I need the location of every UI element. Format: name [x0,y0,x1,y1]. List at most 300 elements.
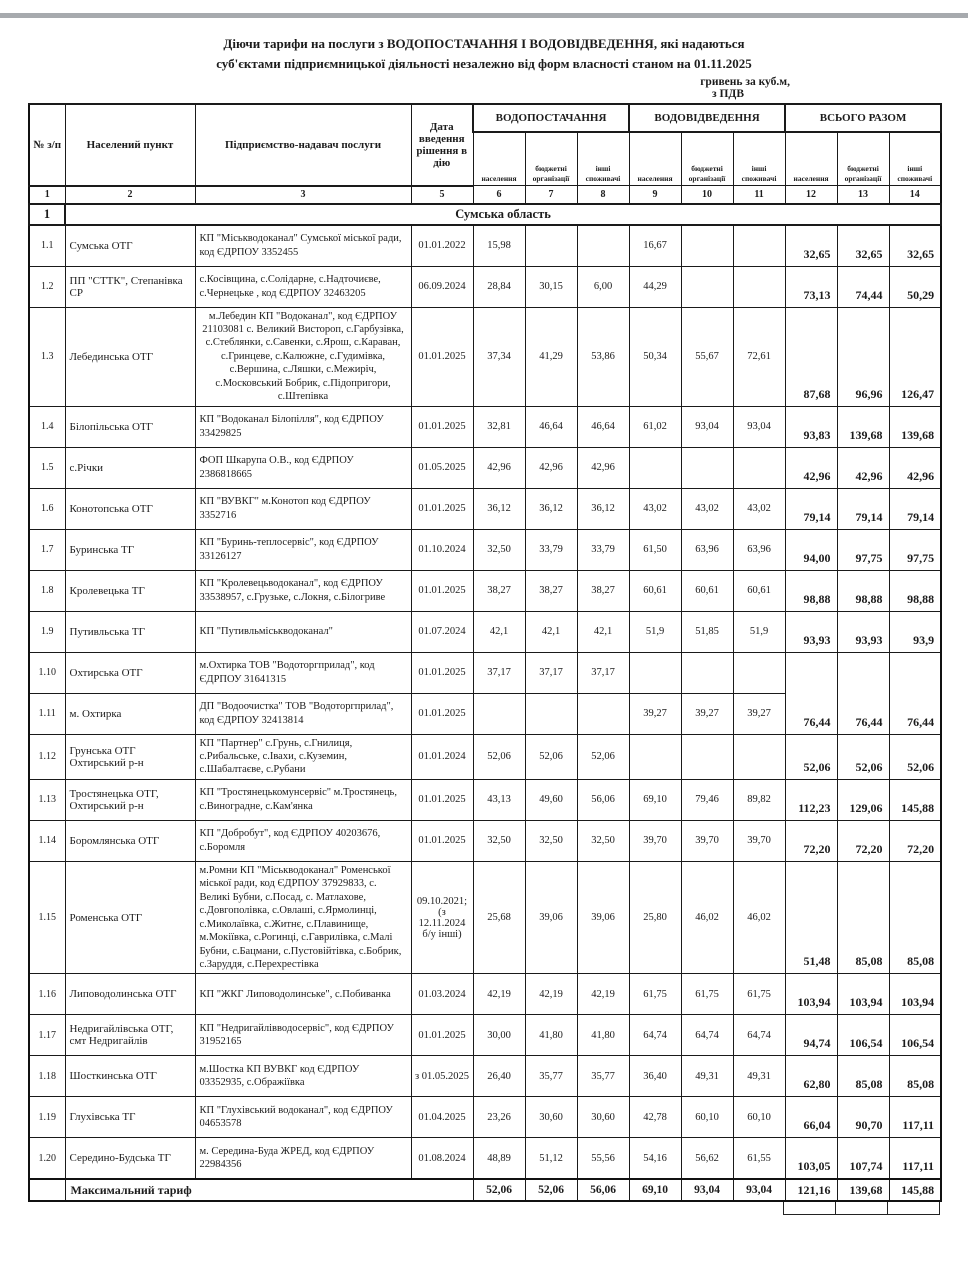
water-supply-value-cell: 39,06 [525,861,577,974]
total-value-cell: 98,88 [785,570,837,611]
row-number-cell: 1.15 [29,861,65,974]
date-cell: 01.01.2025 [411,307,473,406]
wastewater-value-cell: 61,75 [629,974,681,1015]
table-row [29,611,941,652]
row-number-cell: 1.8 [29,570,65,611]
provider-cell: КП "Міськводоканал" Сумської міської ради, код ЄДРПОУ 3352455 [195,225,411,267]
wastewater-value-cell: 43,02 [681,488,733,529]
provider-cell: КП "Глухівський водоканал", код ЄДРПОУ 04653578 [195,1097,411,1138]
water-supply-value-cell [577,225,629,267]
water-supply-value-cell: 42,96 [473,447,525,488]
water-supply-value-cell: 52,06 [577,734,629,779]
total-value-cell: 98,88 [889,570,941,611]
row-number-cell: 1.17 [29,1015,65,1056]
subheader-population: населення [785,132,837,186]
water-supply-value-cell: 25,68 [473,861,525,974]
total-value-cell: 129,06 [837,779,889,820]
water-supply-value-cell: 30,60 [577,1097,629,1138]
total-value-cell: 74,44 [837,266,889,307]
water-supply-value-cell: 35,77 [577,1056,629,1097]
water-supply-value-cell: 41,29 [525,307,577,406]
wastewater-value-cell [629,734,681,779]
water-supply-value-cell: 42,19 [577,974,629,1015]
water-supply-value-cell: 23,26 [473,1097,525,1138]
header-provider: Підприємство-надавач послуги [195,104,411,186]
row-number-cell: 1.16 [29,974,65,1015]
subheader-population: населення [473,132,525,186]
header-group-water-supply: ВОДОПОСТАЧАННЯ [473,104,629,132]
document-title-line2: суб'єктами підприємницької діяльності незалежно від форм власності станом на 01.11.2025 [216,55,752,71]
settlement-cell: Роменська ОТГ [65,861,195,974]
wastewater-value-cell: 61,02 [629,406,681,447]
total-value-cell: 79,14 [785,488,837,529]
wastewater-value-cell [733,652,785,693]
table-row [29,974,941,1015]
water-supply-value-cell: 49,60 [525,779,577,820]
tariff-table [28,103,942,1202]
wastewater-value-cell: 69,10 [629,779,681,820]
water-supply-value-cell: 52,06 [525,734,577,779]
table-row [29,652,941,693]
provider-cell: КП "Кролевецьводоканал", код ЄДРПОУ 33538957, с.Грузьке, с.Локня, с.Білогриве [195,570,411,611]
total-value-cell: 52,06 [889,734,941,779]
wastewater-value-cell: 61,50 [629,529,681,570]
total-value-cell: 72,20 [889,820,941,861]
water-supply-value-cell: 36,12 [473,488,525,529]
column-number: 2 [65,186,195,204]
subheader-other: інші споживачі [733,132,785,186]
provider-cell: КП "Путивльміськводоканал" [195,611,411,652]
table-row [29,447,941,488]
date-cell: 06.09.2024 [411,266,473,307]
max-tariff-label: Максимальний тариф [65,1179,473,1201]
water-supply-value-cell: 37,17 [525,652,577,693]
settlement-cell: Сумська ОТГ [65,225,195,267]
settlement-cell: Грунська ОТГ Охтирський р-н [65,734,195,779]
wastewater-value-cell: 39,27 [629,693,681,734]
subheader-other: інші споживачі [889,132,941,186]
date-cell: 09.10.2021; (з 12.11.2024 б/у інші) [411,861,473,974]
provider-cell: м.Охтирка ТОВ "Водоторгприлад", код ЄДРПОУ 31641315 [195,652,411,693]
date-cell: 01.10.2024 [411,529,473,570]
table-row [29,307,941,406]
total-value-cell: 117,11 [889,1138,941,1180]
water-supply-value-cell [473,693,525,734]
wastewater-value-cell: 51,85 [681,611,733,652]
row-number-cell: 1.5 [29,447,65,488]
wastewater-value-cell: 63,96 [681,529,733,570]
settlement-cell: м. Охтирка [65,693,195,734]
wastewater-value-cell: 61,75 [681,974,733,1015]
wastewater-value-cell: 63,96 [733,529,785,570]
total-value-cell: 32,65 [889,225,941,267]
wastewater-value-cell: 60,61 [681,570,733,611]
wastewater-value-cell: 39,27 [681,693,733,734]
column-numbers-row [29,186,941,204]
total-value-cell: 94,74 [785,1015,837,1056]
water-supply-max-cell: 52,06 [473,1179,525,1201]
wastewater-value-cell [681,266,733,307]
water-supply-value-cell: 51,12 [525,1138,577,1180]
water-supply-value-cell: 55,56 [577,1138,629,1180]
water-supply-value-cell: 46,64 [577,406,629,447]
row-number-cell: 1.12 [29,734,65,779]
total-value-cell: 66,04 [785,1097,837,1138]
column-number: 3 [195,186,411,204]
wastewater-value-cell: 61,75 [733,974,785,1015]
water-supply-value-cell: 48,89 [473,1138,525,1180]
table-row [29,779,941,820]
subheader-budget: бюджетні організації [525,132,577,186]
water-supply-value-cell: 33,79 [577,529,629,570]
total-value-cell: 62,80 [785,1056,837,1097]
wastewater-value-cell: 39,70 [733,820,785,861]
page-top-divider [0,13,968,18]
total-value-cell: 139,68 [889,406,941,447]
wastewater-value-cell: 79,46 [681,779,733,820]
extension-cell [835,1202,888,1215]
wastewater-value-cell: 46,02 [681,861,733,974]
provider-cell: с.Косівщина, с.Солідарне, с.Надточиєве, с.Чернецьке , код ЄДРПОУ 32463205 [195,266,411,307]
wastewater-value-cell: 64,74 [733,1015,785,1056]
date-cell: 01.01.2025 [411,779,473,820]
total-max-cell: 145,88 [889,1179,941,1201]
settlement-cell: Кролевецька ТГ [65,570,195,611]
water-supply-value-cell: 43,13 [473,779,525,820]
water-supply-value-cell: 46,64 [525,406,577,447]
water-supply-value-cell: 42,1 [525,611,577,652]
total-value-cell: 42,96 [837,447,889,488]
total-value-cell: 72,20 [837,820,889,861]
column-number: 6 [473,186,525,204]
row-number-cell: 1.3 [29,307,65,406]
water-supply-value-cell: 38,27 [525,570,577,611]
settlement-cell: Конотопська ОТГ [65,488,195,529]
water-supply-value-cell: 36,12 [525,488,577,529]
settlement-cell: Середино-Будська ТГ [65,1138,195,1180]
total-value-cell: 76,44 [837,652,889,734]
subheader-other: інші споживачі [577,132,629,186]
water-supply-value-cell: 32,50 [577,820,629,861]
total-value-cell: 139,68 [837,406,889,447]
date-cell: 01.01.2025 [411,488,473,529]
header-date: Дата введення рішення в дію [411,104,473,186]
wastewater-value-cell [733,225,785,267]
column-number: 11 [733,186,785,204]
wastewater-value-cell: 64,74 [681,1015,733,1056]
table-row [29,225,941,267]
total-value-cell: 103,94 [837,974,889,1015]
total-value-cell: 93,93 [785,611,837,652]
provider-cell: м.Лебедин КП "Водоканал", код ЄДРПОУ 21103081 с. Великий Вистороп, с.Гарбузівка, с.Стеблянки, с.Савенки, с.Ярош, с.Караван, с.Гринцеве, с.Калюжне, с.Гудимівка, с.Вершина, с.Ляшки, с.Межиріч, с.Московський Бобрик, с.Підопригори, с.Штепівка [195,307,411,406]
water-supply-value-cell: 26,40 [473,1056,525,1097]
column-number: 14 [889,186,941,204]
column-number: 1 [29,186,65,204]
table-row [29,570,941,611]
table-row [29,266,941,307]
date-cell: 01.08.2024 [411,1138,473,1180]
document-title-line1: Діючи тарифи на послуги з ВОДОПОСТАЧАННЯ І ВОДОВІДВЕДЕННЯ, які надаються [223,36,745,51]
table-row [29,734,941,779]
tariff-table-body [29,225,941,1202]
wastewater-value-cell: 36,40 [629,1056,681,1097]
table-row [29,406,941,447]
table-row [29,488,941,529]
header-settlement: Населений пункт [65,104,195,186]
wastewater-value-cell [733,266,785,307]
row-number-cell: 1.13 [29,779,65,820]
settlement-cell: Буринська ТГ [65,529,195,570]
column-number: 7 [525,186,577,204]
header-group-wastewater: ВОДОВІДВЕДЕННЯ [629,104,785,132]
wastewater-value-cell: 43,02 [733,488,785,529]
water-supply-value-cell [525,225,577,267]
total-value-cell: 32,65 [837,225,889,267]
total-value-cell: 85,08 [889,861,941,974]
wastewater-value-cell: 16,67 [629,225,681,267]
row-number-cell: 1.7 [29,529,65,570]
row-number-cell: 1.9 [29,611,65,652]
wastewater-value-cell: 56,62 [681,1138,733,1180]
row-number-cell: 1.4 [29,406,65,447]
total-value-cell: 93,93 [837,611,889,652]
wastewater-value-cell: 60,10 [733,1097,785,1138]
water-supply-value-cell: 52,06 [473,734,525,779]
settlement-cell: Тростянецька ОТГ, Охтирський р-н [65,779,195,820]
total-value-cell: 112,23 [785,779,837,820]
water-supply-value-cell: 38,27 [577,570,629,611]
wastewater-value-cell: 43,02 [629,488,681,529]
water-supply-value-cell: 37,17 [577,652,629,693]
section-number: 1 [29,204,65,225]
total-value-cell: 93,9 [889,611,941,652]
total-value-cell: 52,06 [785,734,837,779]
total-value-cell: 51,48 [785,861,837,974]
row-number-cell: 1.2 [29,266,65,307]
total-value-cell: 106,54 [889,1015,941,1056]
wastewater-value-cell: 93,04 [681,406,733,447]
wastewater-value-cell: 39,70 [681,820,733,861]
settlement-cell: Липоводолинська ОТГ [65,974,195,1015]
row-number-cell: 1.18 [29,1056,65,1097]
table-row [29,1138,941,1180]
water-supply-value-cell: 41,80 [577,1015,629,1056]
subheader-population: населення [629,132,681,186]
water-supply-value-cell: 42,1 [577,611,629,652]
provider-cell: ДП "Водоочистка" ТОВ "Водоторгприлад", код ЄДРПОУ 32413814 [195,693,411,734]
provider-cell: КП "Буринь-теплосервіс", код ЄДРПОУ 33126127 [195,529,411,570]
total-value-cell: 90,70 [837,1097,889,1138]
wastewater-value-cell: 72,61 [733,307,785,406]
subheader-budget: бюджетні організації [681,132,733,186]
wastewater-value-cell: 44,29 [629,266,681,307]
wastewater-value-cell: 60,61 [733,570,785,611]
total-value-cell: 32,65 [785,225,837,267]
water-supply-value-cell: 6,00 [577,266,629,307]
wastewater-value-cell: 49,31 [681,1056,733,1097]
water-supply-max-cell: 56,06 [577,1179,629,1201]
wastewater-value-cell: 46,02 [733,861,785,974]
total-value-cell: 106,54 [837,1015,889,1056]
water-supply-value-cell: 30,60 [525,1097,577,1138]
date-cell: 01.04.2025 [411,1097,473,1138]
row-number-cell: 1.10 [29,652,65,693]
header-group-row [29,104,941,132]
wastewater-value-cell [733,447,785,488]
water-supply-value-cell: 32,50 [473,820,525,861]
total-value-cell: 76,44 [889,652,941,734]
date-cell: 01.07.2024 [411,611,473,652]
provider-cell: м.Ромни КП "Міськводоканал" Роменської міської ради, код ЄДРПОУ 37929833, с. Великі Бубни, с.Посад, с. Матлахове, с.Довгополівка, с.Овлаші, с.Ярмолинці, с.Миколаївка, с.Житнє, с.Плавинище, м.Мокіївка, с.Рогинці, с.Гаврилівка, с.Малі Бубни, с.Бацмани, с.Пустовійтівка, с.Бобрик, с.Заруддя, с.Перехрестівка [195,861,411,974]
date-cell: 01.01.2025 [411,1015,473,1056]
date-cell: 01.01.2025 [411,406,473,447]
provider-cell: ФОП Шкарупа О.В., код ЄДРПОУ 2386818665 [195,447,411,488]
wastewater-value-cell: 54,16 [629,1138,681,1180]
water-supply-value-cell [525,693,577,734]
water-supply-value-cell: 32,50 [473,529,525,570]
water-supply-value-cell: 39,06 [577,861,629,974]
total-value-cell: 145,88 [889,779,941,820]
water-supply-value-cell: 33,79 [525,529,577,570]
water-supply-value-cell: 38,27 [473,570,525,611]
wastewater-value-cell: 60,10 [681,1097,733,1138]
wastewater-value-cell: 50,34 [629,307,681,406]
settlement-cell: Шосткинська ОТГ [65,1056,195,1097]
date-cell: з 01.05.2025 [411,1056,473,1097]
total-value-cell: 98,88 [837,570,889,611]
section-label: Сумська область [65,204,941,225]
max-tariff-row [29,1179,941,1201]
settlement-cell: Глухівська ТГ [65,1097,195,1138]
table-row [29,820,941,861]
wastewater-value-cell: 60,61 [629,570,681,611]
provider-cell: КП "ЖКГ Липоводолинське", с.Побиванка [195,974,411,1015]
water-supply-value-cell: 35,77 [525,1056,577,1097]
water-supply-value-cell: 15,98 [473,225,525,267]
provider-cell: КП "Водоканал Білопілля", код ЄДРПОУ 33429825 [195,406,411,447]
wastewater-value-cell: 93,04 [733,406,785,447]
table-row [29,1056,941,1097]
settlement-cell: Недригайлівська ОТГ, смт Недригайлів [65,1015,195,1056]
extension-cell [783,1202,836,1215]
total-value-cell: 42,96 [785,447,837,488]
provider-cell: КП "ВУВКГ" м.Конотоп код ЄДРПОУ 3352716 [195,488,411,529]
row-number-cell: 1.14 [29,820,65,861]
total-max-cell: 139,68 [837,1179,889,1201]
total-value-cell: 73,13 [785,266,837,307]
total-value-cell: 103,05 [785,1138,837,1180]
row-number-cell: 1.1 [29,225,65,267]
provider-cell: м.Шостка КП ВУВКГ код ЄДРПОУ 03352935, с.Ображіївка [195,1056,411,1097]
date-cell: 01.01.2025 [411,693,473,734]
water-supply-value-cell: 36,12 [577,488,629,529]
water-supply-value-cell: 42,19 [525,974,577,1015]
wastewater-value-cell: 51,9 [733,611,785,652]
date-cell: 01.03.2024 [411,974,473,1015]
document-title [28,34,940,73]
vat-note: з ПДВ [711,88,744,100]
water-supply-value-cell: 42,1 [473,611,525,652]
column-number: 12 [785,186,837,204]
wastewater-value-cell [681,225,733,267]
total-value-cell: 85,08 [889,1056,941,1097]
wastewater-value-cell [681,447,733,488]
row-number-cell: 1.11 [29,693,65,734]
wastewater-value-cell [733,734,785,779]
provider-cell: КП "Партнер" с.Грунь, с.Гнилиця, с.Рибальське, с.Івахи, с.Куземин, с.Шабалтаєве, с.Рубани [195,734,411,779]
header-group-total: ВСЬОГО РАЗОМ [785,104,941,132]
date-cell: 01.05.2025 [411,447,473,488]
wastewater-value-cell: 55,67 [681,307,733,406]
total-value-cell: 103,94 [889,974,941,1015]
provider-cell: КП "Недригайлівводосервіс", код ЄДРПОУ 31952165 [195,1015,411,1056]
water-supply-value-cell: 30,15 [525,266,577,307]
water-supply-value-cell: 37,17 [473,652,525,693]
total-value-cell: 87,68 [785,307,837,406]
section-row [29,204,941,225]
row-number-cell: 1.6 [29,488,65,529]
total-value-cell: 93,83 [785,406,837,447]
water-supply-value-cell: 30,00 [473,1015,525,1056]
date-cell: 01.01.2025 [411,820,473,861]
wastewater-value-cell: 25,80 [629,861,681,974]
date-cell: 01.01.2025 [411,652,473,693]
provider-cell: КП "Тростянецькомунсервіс" м.Тростянець, с.Виноградне, с.Кам'янка [195,779,411,820]
wastewater-value-cell: 39,27 [733,693,785,734]
water-supply-value-cell [577,693,629,734]
total-value-cell: 97,75 [889,529,941,570]
extension-cell [887,1202,940,1215]
total-value-cell: 126,47 [889,307,941,406]
column-number: 5 [411,186,473,204]
total-max-cell: 121,16 [785,1179,837,1201]
subheader-budget: бюджетні організації [837,132,889,186]
water-supply-value-cell: 41,80 [525,1015,577,1056]
total-value-cell: 94,00 [785,529,837,570]
wastewater-value-cell: 89,82 [733,779,785,820]
settlement-cell: Білопільська ОТГ [65,406,195,447]
water-supply-value-cell: 32,50 [525,820,577,861]
settlement-cell: ПП "СТТК", Степанівка СР [65,266,195,307]
settlement-cell: с.Річки [65,447,195,488]
water-supply-value-cell: 42,96 [525,447,577,488]
settlement-cell: Путивльська ТГ [65,611,195,652]
unit-note: гривень за куб.м, [700,76,790,88]
row-number-cell [29,1179,65,1201]
table-row [29,1015,941,1056]
water-supply-value-cell: 37,34 [473,307,525,406]
table-row [29,529,941,570]
wastewater-value-cell [629,652,681,693]
wastewater-value-cell [681,652,733,693]
row-number-cell: 1.19 [29,1097,65,1138]
wastewater-max-cell: 93,04 [733,1179,785,1201]
date-cell: 01.01.2022 [411,225,473,267]
total-value-cell: 52,06 [837,734,889,779]
total-value-cell: 72,20 [785,820,837,861]
wastewater-value-cell: 61,55 [733,1138,785,1180]
total-value-cell: 79,14 [889,488,941,529]
total-value-cell: 103,94 [785,974,837,1015]
water-supply-value-cell: 32,81 [473,406,525,447]
table-right-extension [784,1202,940,1215]
provider-cell: м. Середина-Буда ЖРЕД, код ЄДРПОУ 22984356 [195,1138,411,1180]
table-row [29,1097,941,1138]
settlement-cell: Лебединська ОТГ [65,307,195,406]
column-number: 13 [837,186,889,204]
provider-cell: КП "Добробут", код ЄДРПОУ 40203676, с.Боромля [195,820,411,861]
water-supply-value-cell: 42,19 [473,974,525,1015]
